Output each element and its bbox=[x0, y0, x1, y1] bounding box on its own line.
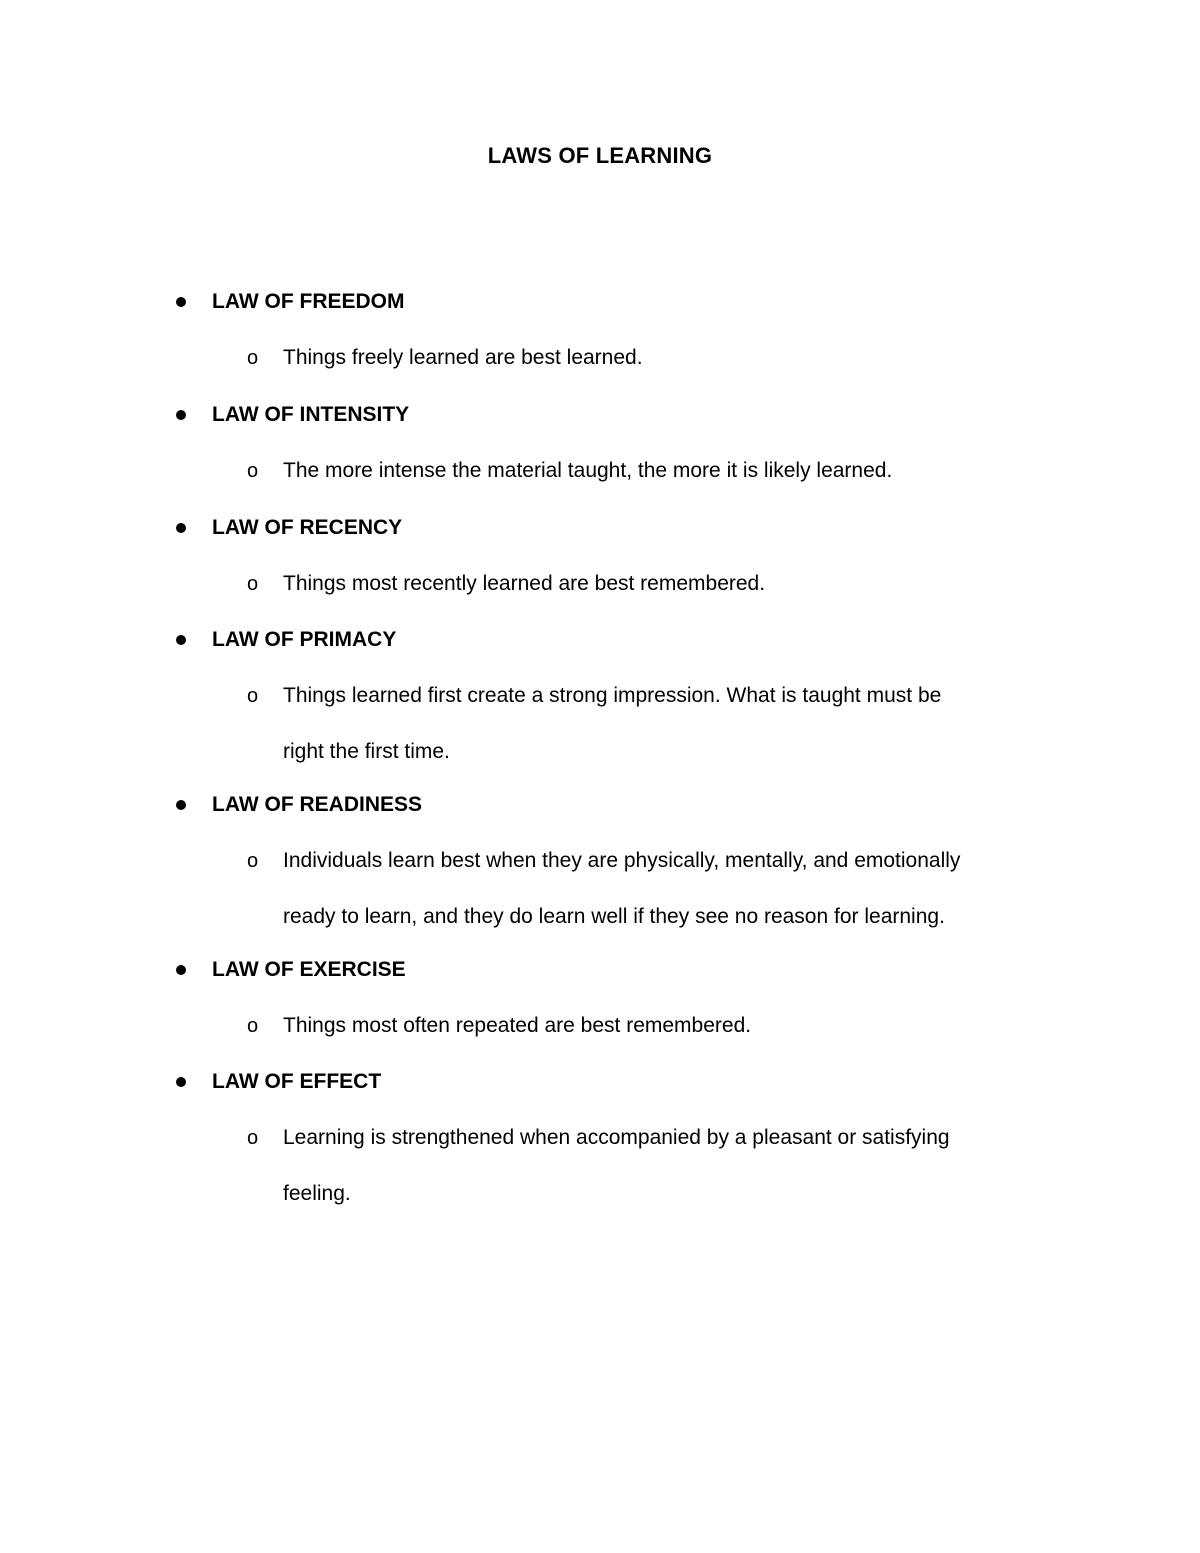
law-description-effect bbox=[283, 1110, 1073, 1222]
sub-bullet-marker: o bbox=[247, 460, 259, 482]
law-heading-intensity: LAW OF INTENSITY bbox=[212, 403, 410, 426]
bullet-icon bbox=[176, 523, 186, 533]
description-line: right the first time. bbox=[283, 740, 450, 763]
description-line: Things learned first create a strong impression. What is taught must be bbox=[283, 684, 942, 707]
sub-bullet-marker: o bbox=[247, 347, 259, 369]
law-description-intensity bbox=[283, 443, 1073, 499]
bullet-icon bbox=[176, 635, 186, 645]
law-description-primacy bbox=[283, 668, 1073, 780]
law-heading-readiness: LAW OF READINESS bbox=[212, 793, 423, 816]
law-description-readiness bbox=[283, 833, 1073, 945]
description-line: The more intense the material taught, the more it is likely learned. bbox=[283, 459, 893, 482]
law-heading-exercise: LAW OF EXERCISE bbox=[212, 958, 406, 981]
law-description-exercise bbox=[283, 998, 1073, 1054]
bullet-icon bbox=[176, 965, 186, 975]
bullet-icon bbox=[176, 1077, 186, 1087]
sub-bullet-marker: o bbox=[247, 1127, 259, 1149]
sub-bullet-marker: o bbox=[247, 850, 259, 872]
law-heading-freedom: LAW OF FREEDOM bbox=[212, 290, 405, 313]
law-description-recency bbox=[283, 556, 1073, 612]
sub-bullet-marker: o bbox=[247, 1015, 259, 1037]
description-line: Things freely learned are best learned. bbox=[283, 346, 643, 369]
description-line: ready to learn, and they do learn well if they see no reason for learning. bbox=[283, 905, 945, 928]
description-line: Things most recently learned are best remembered. bbox=[283, 572, 766, 595]
page-title: LAWS OF LEARNING bbox=[487, 143, 713, 168]
bullet-icon bbox=[176, 297, 186, 307]
sub-bullet-marker: o bbox=[247, 573, 259, 595]
sub-bullet-marker: o bbox=[247, 685, 259, 707]
bullet-icon bbox=[176, 410, 186, 420]
law-heading-effect: LAW OF EFFECT bbox=[212, 1070, 382, 1093]
law-description-freedom bbox=[283, 330, 1073, 386]
bullet-icon bbox=[176, 800, 186, 810]
law-heading-recency: LAW OF RECENCY bbox=[212, 516, 403, 539]
description-line: Things most often repeated are best remembered. bbox=[283, 1014, 752, 1037]
description-line: Learning is strengthened when accompanied by a pleasant or satisfying bbox=[283, 1126, 950, 1149]
description-line: feeling. bbox=[283, 1182, 351, 1205]
description-line: Individuals learn best when they are physically, mentally, and emotionally bbox=[283, 849, 961, 872]
law-heading-primacy: LAW OF PRIMACY bbox=[212, 628, 397, 651]
